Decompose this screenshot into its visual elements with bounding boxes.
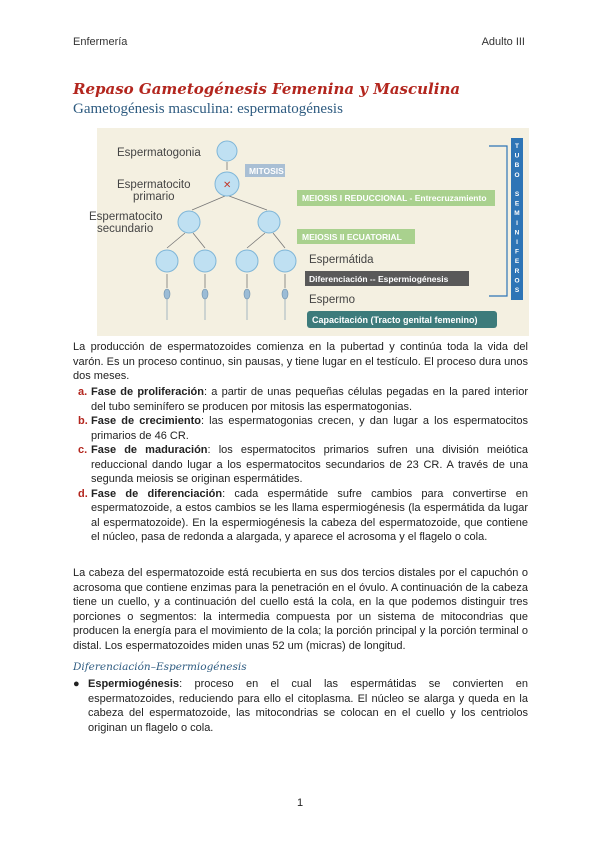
- list-marker: a.: [78, 386, 88, 398]
- list-marker: c.: [78, 444, 88, 456]
- list-item: [73, 487, 528, 545]
- phase-term: Fase de crecimiento: [91, 415, 201, 427]
- tubo-letter: M: [514, 210, 520, 218]
- tubo-letter: S: [514, 191, 520, 198]
- label-espermatocito-secundario-1: Espermatocito: [89, 211, 163, 223]
- phase-term: Fase de proliferación: [91, 386, 204, 398]
- phases-list: [73, 385, 528, 545]
- tubo-letter: U: [514, 152, 520, 160]
- label-espermio: Espermo: [309, 294, 356, 306]
- label-espermatocito-primario-1: Espermatocito: [117, 179, 191, 191]
- list-marker: b.: [78, 415, 88, 427]
- label-espermatogonia: Espermatogonia: [117, 147, 201, 159]
- meiosis2-label: MEIOSIS II ECUATORIAL: [302, 232, 402, 242]
- bullet-term: Espermiogénesis: [88, 678, 180, 690]
- spermatogenesis-diagram: [89, 128, 529, 336]
- tubo-letter: O: [514, 277, 520, 285]
- label-espermatida: Espermátida: [309, 254, 374, 266]
- tubo-letter: E: [514, 258, 520, 266]
- tubo-letter: E: [514, 200, 520, 208]
- bullet-dot-icon: ●: [73, 678, 80, 690]
- bullet-text: : proceso en el cual las espermátidas se convierten en espermatozoides, reduciendo para ello el citoplasma. El núcleo se alarga y queda en la cabeza del espermatozoide, las mitocondrias se colocan en el cuello y los centriolos originan un flagelo o cola.: [88, 678, 528, 734]
- tubo-letter: T: [515, 143, 519, 150]
- label-espermatocito-secundario-2: secundario: [97, 223, 154, 235]
- phase-term: Fase de diferenciación: [91, 487, 223, 500]
- spermatid-cell-2: [194, 250, 216, 272]
- spermatid-cell-1: [156, 250, 178, 272]
- secondary-spermatocyte-cell-right: [258, 211, 280, 233]
- list-item: [73, 414, 528, 443]
- spermatid-cell-4: [274, 250, 296, 272]
- tubo-letter: I: [516, 219, 518, 227]
- acrosome-paragraph: La cabeza del espermatozoide está recubierta en sus dos tercios distales por el capuchón o acrosoma que contiene enzimas para la penetración en el óvulo. A continuación de la cabeza tiene un cuello, y a continuación del cuello está la cola, en la que podemos distinguir tres porciones o segmentos: la intermedia compuesta por un sistema de mitocondrias que producen la energía para el movimiento de la cola; la porción principal y la porción terminal o distal. Los espermatozoides miden unas 52 um (micras) de longitud.: [73, 567, 528, 652]
- list-marker: d.: [78, 487, 88, 500]
- tubo-letter: I: [516, 239, 518, 246]
- page-number: 1: [296, 797, 304, 809]
- header-subject: Enfermería: [73, 36, 128, 48]
- mitosis-label: MITOSIS: [249, 166, 284, 176]
- intro-paragraph: La producción de espermatozoides comienza en la pubertad y continúa toda la vida del varón. Es un proceso continuo, sin pausas, y tiene lugar en el testículo. El proceso dura unos dos meses.: [73, 341, 528, 382]
- tubo-letter: F: [515, 248, 519, 256]
- tubo-letter: O: [514, 171, 520, 179]
- label-espermatocito-primario-2: primario: [133, 191, 175, 203]
- tubo-letter: N: [514, 229, 520, 237]
- spermatid-cell-3: [236, 250, 258, 272]
- capacitacion-label: Capacitación (Tracto genital femenino): [312, 315, 478, 325]
- meiosis1-label: MEIOSIS I REDUCCIONAL - Entrecruzamiento: [302, 193, 487, 203]
- tubo-letter: R: [514, 267, 520, 275]
- phase-text: : los espermatocitos primarios sufren una división meiótica reduccional dando lugar a los espermatocitos secundarios de 23 CR. A través de una segunda meiosis se originan espermátides.: [91, 444, 528, 485]
- header-course: Adulto III: [481, 36, 525, 48]
- phase-text: : las espermatogonias crecen, y dan lugar a los espermatocitos primarios de 46 CR.: [91, 415, 528, 442]
- diferenciacion-label: Diferenciación -- Espermiogénesis: [309, 274, 449, 284]
- chromosome-mark-primary: ✕: [223, 180, 232, 191]
- list-item: [73, 385, 528, 414]
- list-item: [73, 443, 528, 487]
- tubo-letter: S: [514, 287, 520, 294]
- tubo-letter: B: [514, 162, 520, 170]
- phase-text: : a partir de unas pequeñas células pegadas en la pared interior del tubo seminífero se producen por mitosis las espermatogonias.: [91, 386, 528, 413]
- page-title: Repaso Gametogénesis Femenina y Masculina: [73, 80, 461, 98]
- section-heading: Diferenciación–Espermiogénesis: [73, 661, 247, 673]
- phase-text: : cada espermátide sufre cambios para convertirse en espermatozoide, a estos cambios se les llama espermiogénesis (la espermátida da lugar al espermatozoide). En la espermiogénesis la cabeza del espermatozoide, que contiene el núcleo, pasa de redonda a alargada, y aparece el acrosoma y el flagelo o cola.: [91, 487, 528, 543]
- page-subtitle: Gametogénesis masculina: espermatogénesis: [73, 101, 343, 117]
- secondary-spermatocyte-cell-left: [178, 211, 200, 233]
- phase-term: Fase de maduración: [91, 444, 208, 456]
- spermatogonia-cell: [217, 141, 237, 161]
